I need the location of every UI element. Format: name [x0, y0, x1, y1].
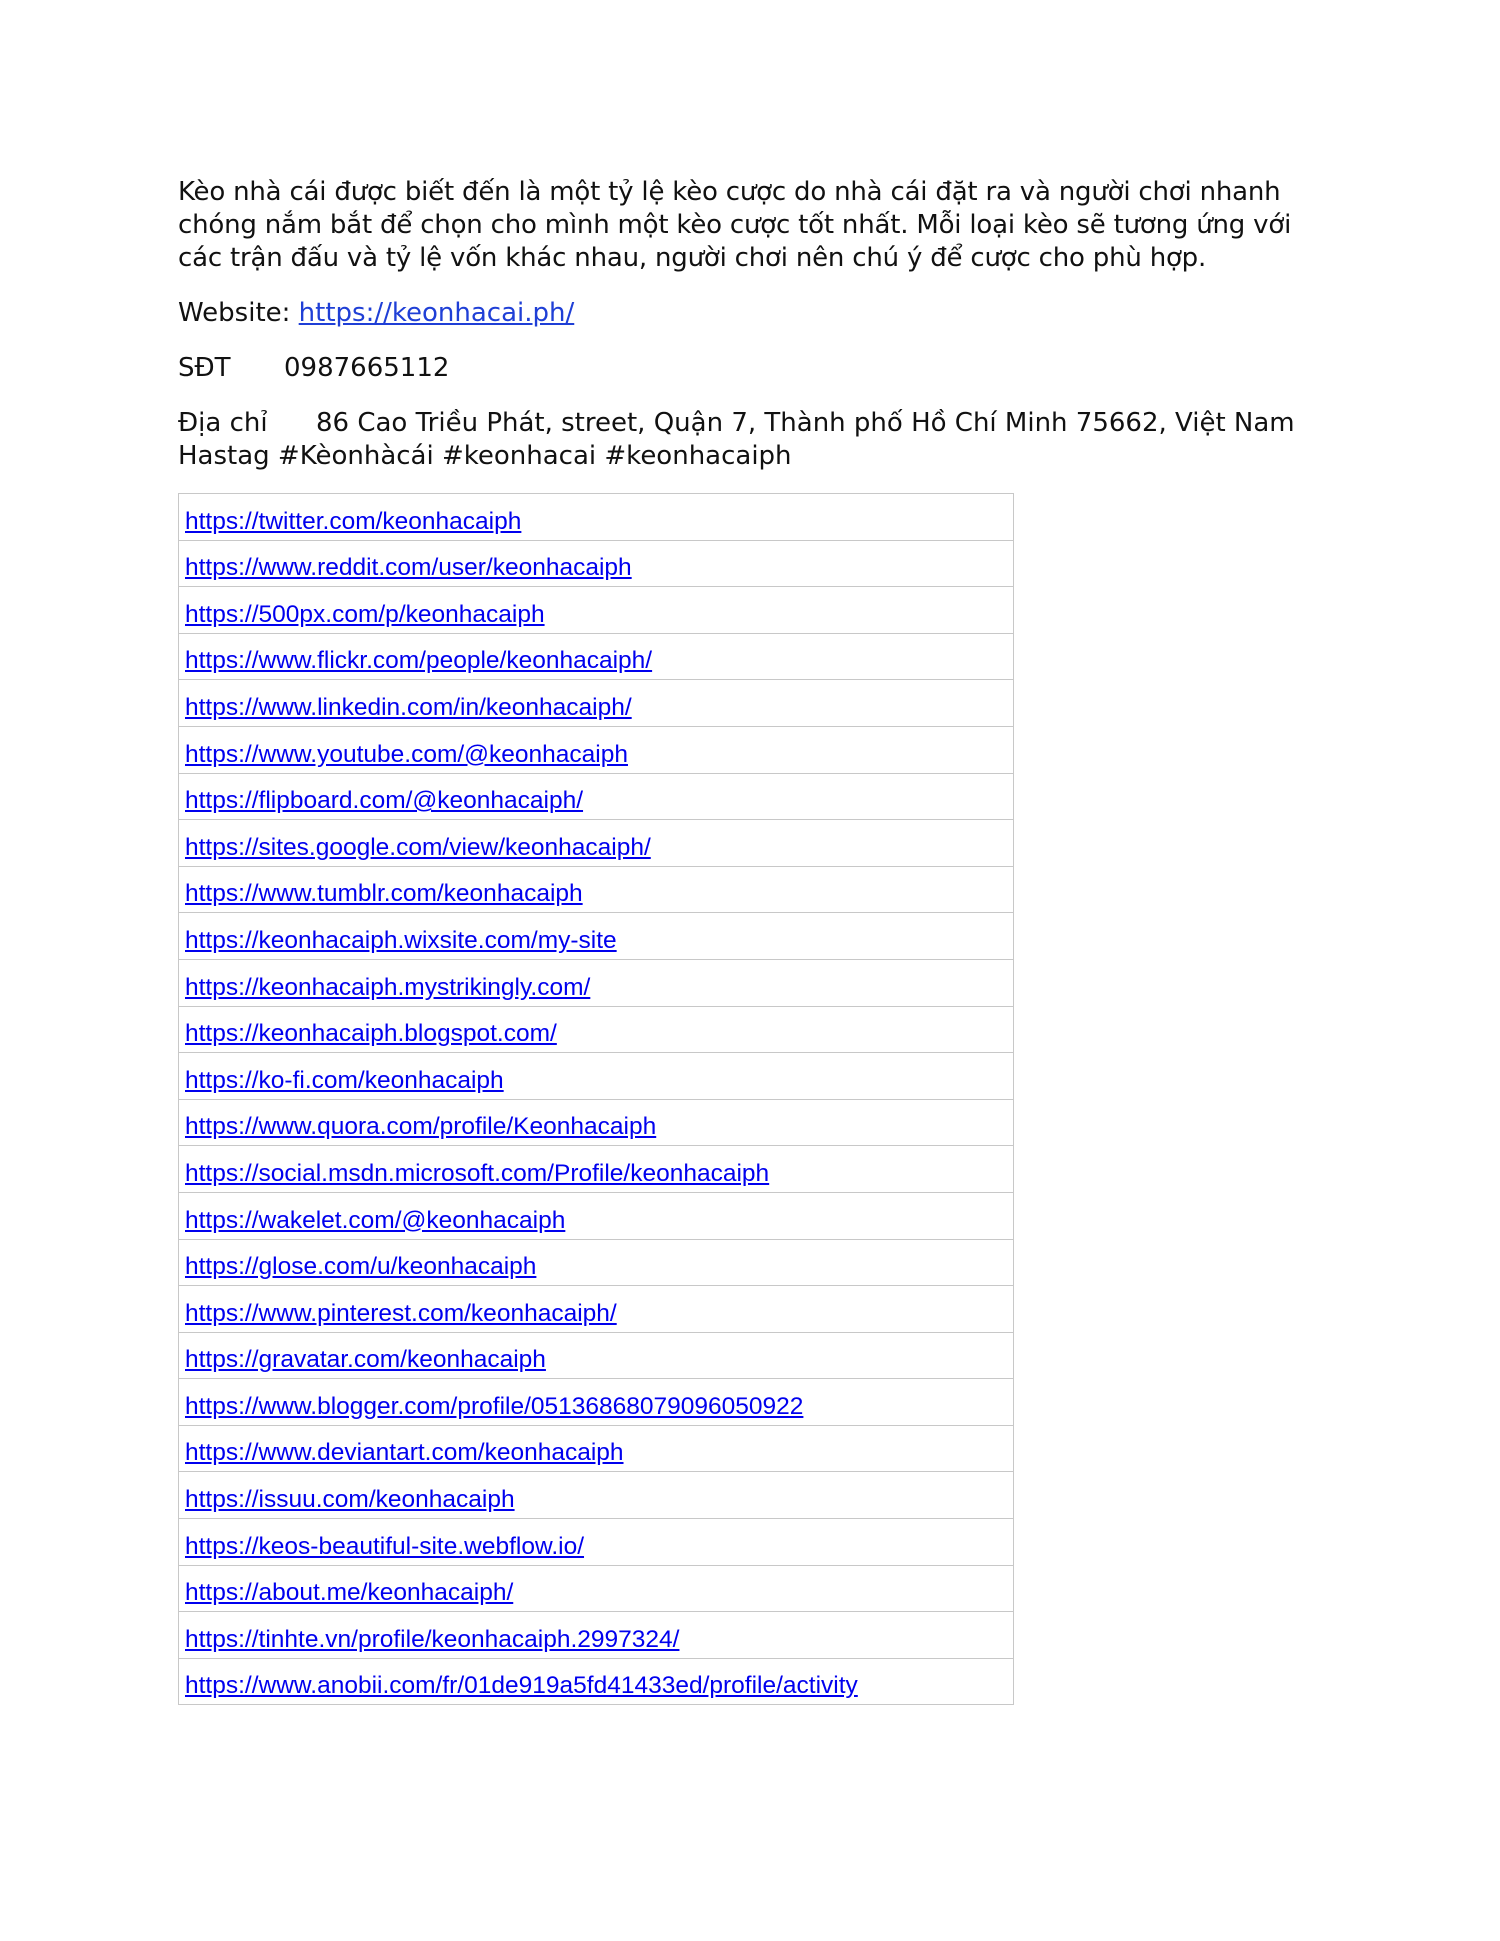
address-value: 86 Cao Triều Phát, street, Quận 7, Thành phố Hồ Chí Minh 75662, Việt Nam — [316, 408, 1295, 438]
link-cell — [179, 1472, 1014, 1519]
document-body — [178, 176, 1328, 473]
links-table-body — [179, 494, 1014, 1705]
profile-link[interactable]: https://500px.com/p/keonhacaiph — [185, 600, 545, 628]
link-cell — [179, 1286, 1014, 1333]
link-cell — [179, 726, 1014, 773]
table-row — [179, 1519, 1014, 1566]
table-row — [179, 1612, 1014, 1659]
link-cell — [179, 1053, 1014, 1100]
profile-link[interactable]: https://ko-fi.com/keonhacaiph — [185, 1066, 504, 1094]
profile-link[interactable]: https://about.me/keonhacaiph/ — [185, 1579, 514, 1607]
profile-link[interactable]: https://issuu.com/keonhacaiph — [185, 1486, 515, 1514]
profile-link[interactable]: https://keonhacaiph.blogspot.com/ — [185, 1020, 557, 1048]
hashtag-line: Hastag #Kèonhàcái #keonhacai #keonhacaiph — [178, 441, 792, 471]
link-cell — [179, 1099, 1014, 1146]
phone-value: 0987665112 — [284, 353, 450, 383]
table-row — [179, 1658, 1014, 1705]
profile-link[interactable]: https://sites.google.com/view/keonhacaiph/ — [185, 833, 651, 861]
link-cell — [179, 820, 1014, 867]
link-cell — [179, 633, 1014, 680]
phone-label: SĐT — [178, 353, 231, 383]
table-row — [179, 1146, 1014, 1193]
table-row — [179, 866, 1014, 913]
profile-link[interactable]: https://twitter.com/keonhacaiph — [185, 507, 522, 535]
link-cell — [179, 1332, 1014, 1379]
profile-link[interactable]: https://www.blogger.com/profile/05136868079096050922 — [185, 1392, 804, 1420]
link-cell — [179, 1146, 1014, 1193]
link-cell — [179, 1379, 1014, 1426]
link-cell — [179, 1239, 1014, 1286]
table-row — [179, 680, 1014, 727]
table-row — [179, 1425, 1014, 1472]
table-row — [179, 587, 1014, 634]
profile-link[interactable]: https://www.flickr.com/people/keonhacaiph/ — [185, 647, 653, 675]
link-cell — [179, 680, 1014, 727]
profile-link[interactable]: https://www.pinterest.com/keonhacaiph/ — [185, 1299, 617, 1327]
table-row — [179, 494, 1014, 541]
table-row — [179, 959, 1014, 1006]
profile-link[interactable]: https://www.reddit.com/user/keonhacaiph — [185, 554, 632, 582]
profile-link[interactable]: https://wakelet.com/@keonhacaiph — [185, 1206, 566, 1234]
phone-line — [178, 352, 1328, 385]
profile-link[interactable]: https://flipboard.com/@keonhacaiph/ — [185, 787, 584, 815]
link-cell — [179, 1425, 1014, 1472]
profile-link[interactable]: https://keonhacaiph.mystrikingly.com/ — [185, 973, 591, 1001]
address-label: Địa chỉ — [178, 408, 268, 438]
link-cell — [179, 1006, 1014, 1053]
profile-link[interactable]: https://social.msdn.microsoft.com/Profile/keonhacaiph — [185, 1159, 770, 1187]
table-row — [179, 1239, 1014, 1286]
table-row — [179, 1332, 1014, 1379]
table-row — [179, 1472, 1014, 1519]
table-row — [179, 1192, 1014, 1239]
address-line — [178, 407, 1328, 440]
link-cell — [179, 913, 1014, 960]
table-row — [179, 633, 1014, 680]
profile-link[interactable]: https://keos-beautiful-site.webflow.io/ — [185, 1532, 585, 1560]
table-row — [179, 913, 1014, 960]
link-cell — [179, 540, 1014, 587]
table-row — [179, 726, 1014, 773]
table-row — [179, 1379, 1014, 1426]
links-table — [178, 493, 1014, 1705]
profile-link[interactable]: https://keonhacaiph.wixsite.com/my-site — [185, 926, 617, 954]
table-row — [179, 1286, 1014, 1333]
link-cell — [179, 1192, 1014, 1239]
table-row — [179, 1053, 1014, 1100]
intro-paragraph: Kèo nhà cái được biết đến là một tỷ lệ kèo cược do nhà cái đặt ra và người chơi nhanh chóng nắm bắt để chọn cho mình một kèo cược tốt nhất. Mỗi loại kèo sẽ tương ứng với các trận đấu và tỷ lệ vốn khác nhau, người chơi nên chú ý để cược cho phù hợp. — [178, 177, 1292, 273]
profile-link[interactable]: https://www.tumblr.com/keonhacaiph — [185, 880, 583, 908]
link-cell — [179, 587, 1014, 634]
table-row — [179, 540, 1014, 587]
link-cell — [179, 959, 1014, 1006]
profile-link[interactable]: https://www.linkedin.com/in/keonhacaiph/ — [185, 693, 632, 721]
profile-link[interactable]: https://gravatar.com/keonhacaiph — [185, 1346, 546, 1374]
profile-link[interactable]: https://www.quora.com/profile/Keonhacaiph — [185, 1113, 657, 1141]
profile-link[interactable]: https://tinhte.vn/profile/keonhacaiph.2997324/ — [185, 1625, 680, 1653]
link-cell — [179, 1658, 1014, 1705]
link-cell — [179, 1565, 1014, 1612]
link-cell — [179, 866, 1014, 913]
website-link[interactable]: https://keonhacai.ph/ — [298, 298, 575, 328]
website-label: Website: — [178, 298, 299, 328]
profile-link[interactable]: https://www.youtube.com/@keonhacaiph — [185, 740, 628, 768]
link-cell — [179, 1519, 1014, 1566]
table-row — [179, 1565, 1014, 1612]
profile-link[interactable]: https://glose.com/u/keonhacaiph — [185, 1253, 537, 1281]
table-row — [179, 773, 1014, 820]
profile-link[interactable]: https://www.deviantart.com/keonhacaiph — [185, 1439, 624, 1467]
website-line — [178, 297, 1328, 330]
table-row — [179, 1099, 1014, 1146]
table-row — [179, 820, 1014, 867]
profile-link[interactable]: https://www.anobii.com/fr/01de919a5fd41433ed/profile/activity — [185, 1672, 858, 1700]
link-cell — [179, 494, 1014, 541]
link-cell — [179, 773, 1014, 820]
table-row — [179, 1006, 1014, 1053]
link-cell — [179, 1612, 1014, 1659]
